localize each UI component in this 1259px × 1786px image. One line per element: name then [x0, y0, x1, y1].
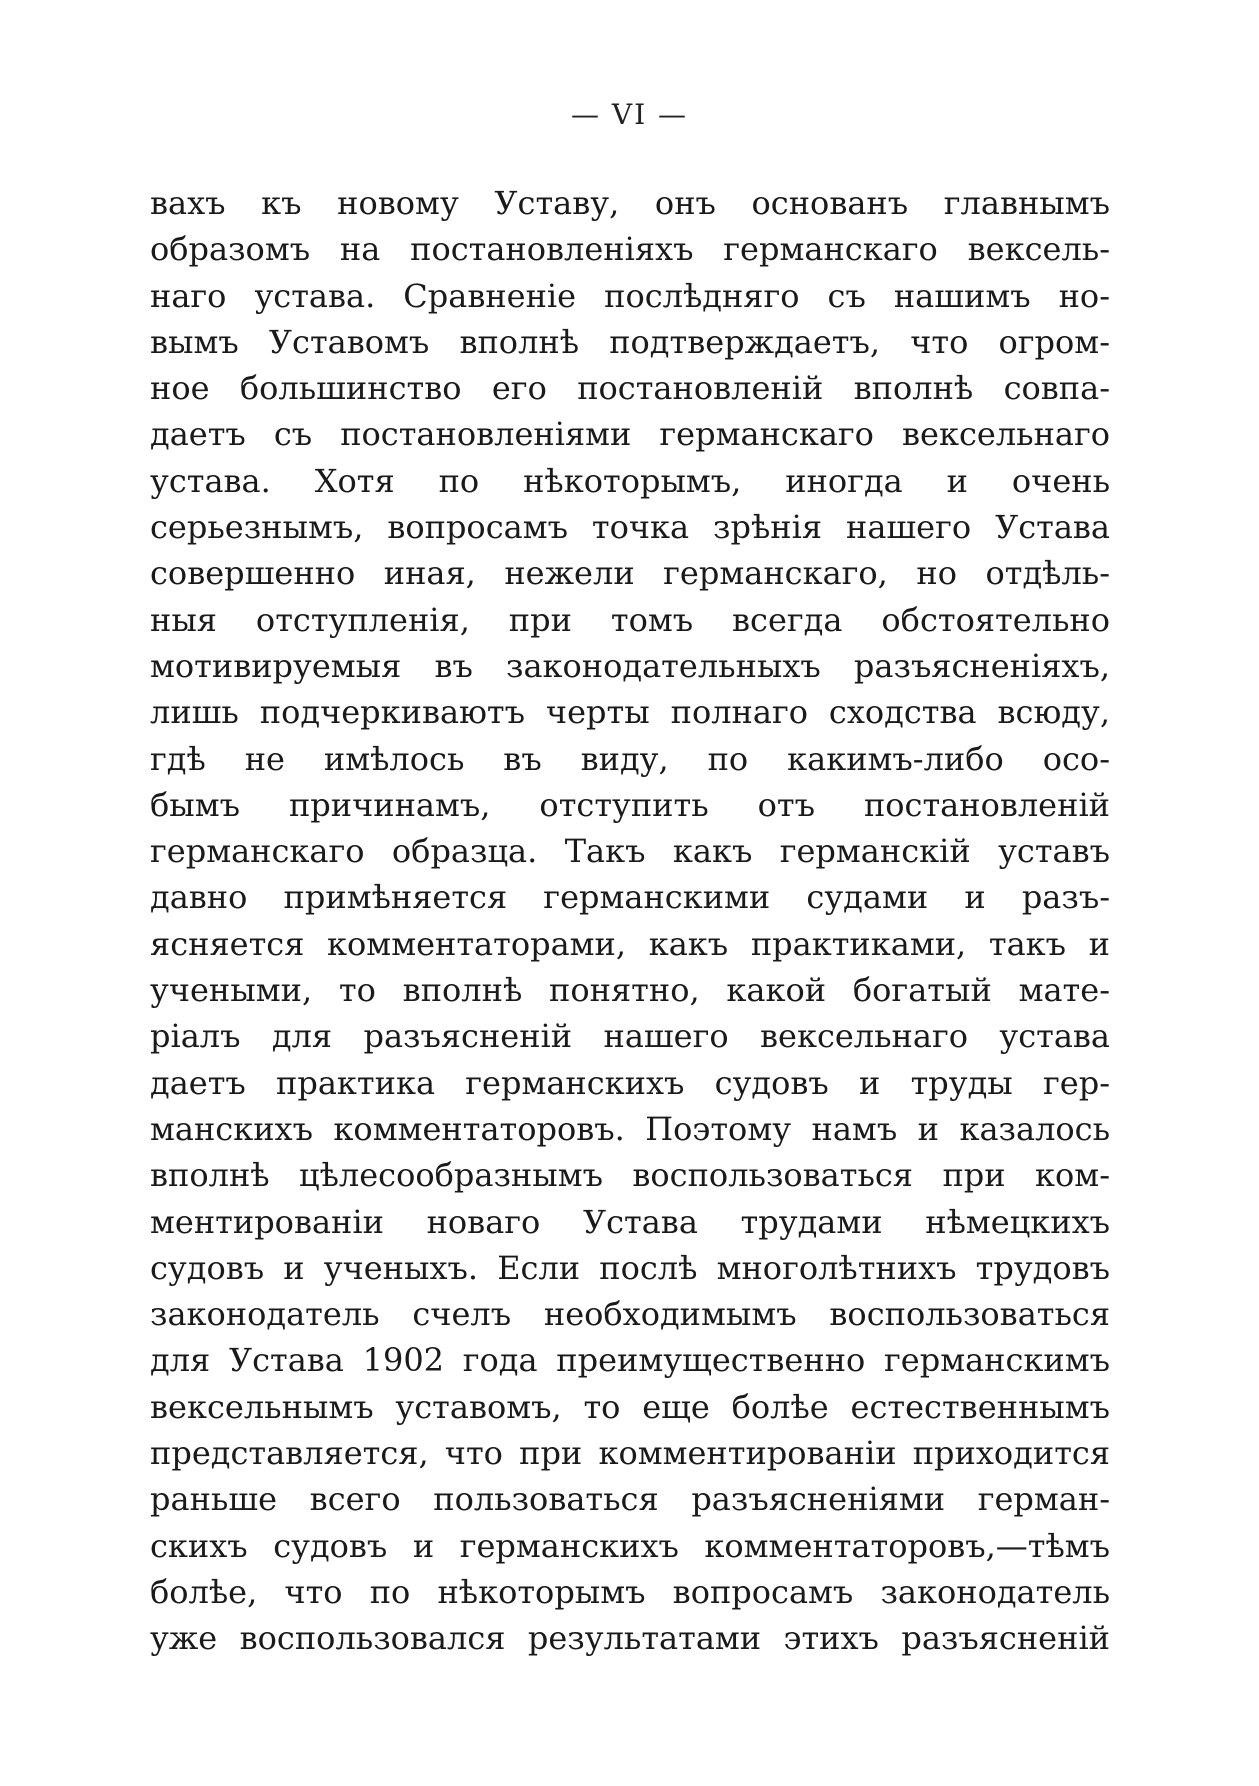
text-line: бымъ причинамъ, отступить отъ постановленій	[150, 785, 1110, 824]
body-text	[150, 180, 1110, 1662]
text-line: для Устава 1902 года преимущественно германскимъ	[150, 1341, 1110, 1380]
text-line: серьезнымъ, вопросамъ точка зрѣнія нашего Устава	[150, 508, 1110, 547]
text-line: ное большинство его постановленій вполнѣ совпа-	[150, 369, 1110, 408]
text-line: ментированіи новаго Устава трудами нѣмецкихъ	[150, 1202, 1110, 1241]
text-line: раньше всего пользоваться разъясненіями герман-	[150, 1480, 1110, 1519]
text-line: давно примѣняется германскими судами и разъ-	[150, 878, 1110, 917]
text-line: ясняется комментаторами, какъ практиками, такъ и	[150, 924, 1110, 963]
text-line: представляется, что при комментированіи приходится	[150, 1434, 1110, 1473]
text-line: мотивируемыя въ законодательныхъ разъясненіяхъ,	[150, 646, 1110, 685]
text-line: учеными, то вполнѣ понятно, какой богатый мате-	[150, 971, 1110, 1010]
text-line: уже воспользовался результатами этихъ разъясненій	[150, 1619, 1110, 1658]
text-line: устава. Хотя по нѣкоторымъ, иногда и очень	[150, 461, 1110, 500]
text-line: германскаго образца. Такъ какъ германскій уставъ	[150, 832, 1110, 871]
text-line: манскихъ комментаторовъ. Поэтому намъ и казалось	[150, 1109, 1110, 1148]
text-line: ныя отступленія, при томъ всегда обстоятельно	[150, 600, 1110, 639]
text-line: скихъ судовъ и германскихъ комментаторовъ,—тѣмъ	[150, 1526, 1110, 1565]
text-line: ріалъ для разъясненій нашего вексельнаго устава	[150, 1017, 1110, 1056]
text-line: даетъ съ постановленіями германскаго вексельнаго	[150, 415, 1110, 454]
text-line: лишь подчеркиваютъ черты полнаго сходства всюду,	[150, 693, 1110, 732]
text-line: болѣе, что по нѣкоторымъ вопросамъ законодатель	[150, 1572, 1110, 1611]
text-line: наго устава. Сравненіе послѣдняго съ нашимъ но-	[150, 276, 1110, 315]
text-line: совершенно иная, нежели германскаго, но отдѣль-	[150, 554, 1110, 593]
text-line: образомъ на постановленіяхъ германскаго вексель-	[150, 230, 1110, 269]
text-line: гдѣ не имѣлось въ виду, по какимъ-либо осо-	[150, 739, 1110, 778]
text-line: вполнѣ цѣлесообразнымъ воспользоваться при ком-	[150, 1156, 1110, 1195]
text-line: вымъ Уставомъ вполнѣ подтверждаетъ, что огром-	[150, 322, 1110, 361]
text-line: вахъ къ новому Уставу, онъ основанъ главнымъ	[150, 184, 1110, 222]
text-line: судовъ и ученыхъ. Если послѣ многолѣтнихъ трудовъ	[150, 1248, 1110, 1287]
text-line: законодатель счелъ необходимымъ воспользоваться	[150, 1295, 1110, 1334]
text-line: вексельнымъ уставомъ, то еще болѣе естественнымъ	[150, 1387, 1110, 1426]
page-number: — VI —	[570, 98, 689, 131]
text-line: даетъ практика германскихъ судовъ и труды гер-	[150, 1063, 1110, 1102]
